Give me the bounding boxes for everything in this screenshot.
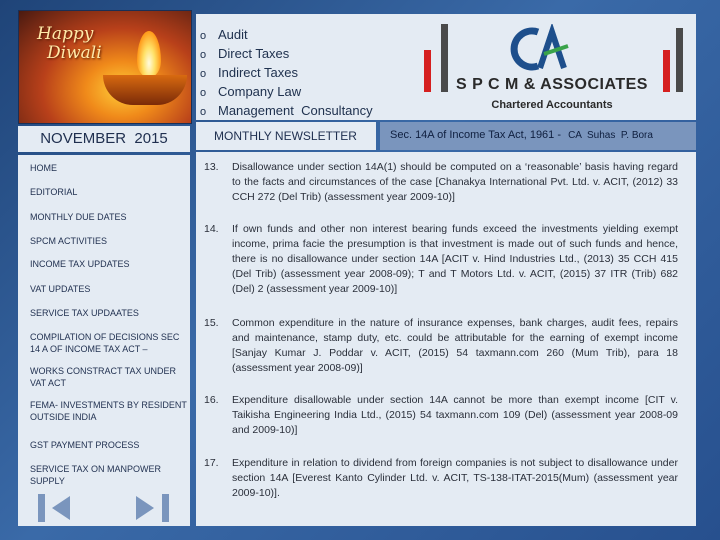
article-topic: Sec. 14A of Income Tax Act, 1961 -: [390, 129, 562, 141]
issue-month: NOVEMBER 2015: [18, 126, 190, 152]
paragraph-text: Common expenditure in the nature of insurance expenses, bank charges, audit fees, repairs and maintenance, stamp duty, etc. could be attributable for the earning of exempt income [Sanjay Kumar J. Poddar v. ACIT, (2015) 54 taxmann.com 260 (Mum Trib), para 18 (assessment year 2008-09)]: [232, 317, 678, 374]
article-paragraph: [204, 316, 678, 376]
service-label: Indirect Taxes: [218, 65, 298, 80]
bullet-icon: o: [200, 87, 207, 99]
article-paragraph: [204, 456, 678, 501]
bullet-icon: o: [200, 68, 207, 80]
logo-bar-right-dark: [676, 28, 683, 92]
nav-item-service-tax-updates[interactable]: SERVICE TAX UPDAATES: [30, 308, 139, 318]
logo-bar-left-red: [424, 50, 431, 92]
article-paragraph: [204, 160, 678, 205]
paragraph-text: Expenditure disallowable under section 14A cannot be more than exempt income [CIT v. Taikisha Engineering India Ltd., (2015) 54 taxmann.com 109 (Del) (assessment year 2008-09 and 2009-10)]: [232, 394, 678, 436]
paragraph-text: If own funds and other non interest bearing funds exceed the investments yielding exempt income, prima facie the presumption is that investment is made out of such funds and hence, there is no disallowance under section 14A [ACIT v. Hind Industries Ltd., (2013) 35 CCH 415 (Del Trib) (assessment year 2008-09); T and T Motors Ltd. v. ACIT, (2015) 37 ITR (Trib) 682 (Del) 2 (assessment year 2009-10)]: [232, 223, 678, 295]
newsletter-label: MONTHLY NEWSLETTER: [196, 122, 376, 150]
paragraph-number: 17.: [204, 457, 219, 469]
bullet-icon: o: [200, 49, 207, 61]
article-author: CA Suhas P. Bora: [568, 130, 653, 141]
diwali-greeting: [37, 25, 102, 63]
paragraph-number: 16.: [204, 394, 219, 406]
nav-item-fema-investments[interactable]: FEMA- INVESTMENTS BY RESIDENT OUTSIDE INDIA: [30, 400, 187, 422]
bullet-icon: o: [200, 106, 207, 118]
article-content: [196, 152, 696, 526]
last-slide-bar[interactable]: [162, 494, 169, 522]
diwali-banner-image: [18, 10, 192, 124]
slide-navigation: [18, 490, 190, 526]
firm-subtitle: Chartered Accountants: [491, 99, 613, 111]
service-item: [200, 64, 373, 83]
greeting-line-1: Happy: [37, 24, 94, 44]
nav-item-spcm-activities[interactable]: SPCM ACTIVITIES: [30, 236, 108, 246]
logo-bar-right-red: [663, 50, 670, 92]
ca-logo-icon: [508, 24, 576, 74]
paragraph-number: 14.: [204, 223, 219, 235]
service-label: Direct Taxes: [218, 46, 290, 61]
nav-item-compilation-sec-14a[interactable]: COMPILATION OF DECISIONS SEC 14 A OF INCOME TAX ACT –: [30, 332, 180, 354]
service-item: [200, 45, 373, 64]
nav-item-gst-payment-process[interactable]: GST PAYMENT PROCESS: [30, 440, 140, 450]
firm-name: S P C M & ASSOCIATES: [456, 76, 648, 93]
service-label: Management Consultancy: [218, 103, 373, 118]
paragraph-text: Disallowance under section 14A(1) should be computed on a ‘reasonable’ basis having regard to the facts and circumstances of the case [Chanakya International Pvt. Ltd. v. ACIT, (2012) 33 CCH 272 (Del Trib) (assessment year 2009-10)]: [232, 161, 678, 203]
service-item: [200, 83, 373, 102]
diya-lamp-icon: [103, 75, 187, 105]
article-paragraph: [204, 222, 678, 297]
service-item: [200, 26, 373, 45]
nav-item-works-contract-tax[interactable]: WORKS CONSTRACT TAX UNDER VAT ACT: [30, 366, 177, 388]
service-label: Company Law: [218, 84, 302, 99]
lamp-flame-icon: [137, 31, 161, 77]
header-panel: [196, 14, 696, 120]
left-navigation: [18, 155, 190, 500]
greeting-line-2: Diwali: [47, 43, 102, 63]
article-paragraph: [204, 393, 678, 438]
first-slide-bar[interactable]: [38, 494, 45, 522]
nav-item-service-tax-manpower[interactable]: SERVICE TAX ON MANPOWER SUPPLY: [30, 464, 162, 486]
nav-item-home[interactable]: HOME: [30, 163, 57, 173]
paragraph-number: 13.: [204, 161, 219, 173]
service-item: [200, 102, 373, 121]
bullet-icon: o: [200, 30, 207, 42]
nav-item-monthly-due-dates[interactable]: MONTHLY DUE DATES: [30, 212, 127, 222]
paragraph-number: 15.: [204, 317, 219, 329]
prev-arrow-icon[interactable]: [52, 496, 70, 520]
service-label: Audit: [218, 27, 248, 42]
next-arrow-icon[interactable]: [136, 496, 154, 520]
nav-item-editorial[interactable]: EDITORIAL: [30, 187, 78, 197]
paragraph-text: Expenditure in relation to dividend from foreign companies is not subject to disallowance under section 14A [Everest Kanto Cylinder Ltd. v. ACIT, TS-138-ITAT-2015(Mum) (assessment year 2009-10)].: [232, 457, 678, 499]
services-list: [200, 26, 373, 121]
logo-bar-left-dark: [441, 24, 448, 92]
nav-item-income-tax-updates[interactable]: INCOME TAX UPDATES: [30, 259, 130, 269]
article-title-strip: [380, 122, 696, 150]
nav-item-vat-updates[interactable]: VAT UPDATES: [30, 284, 91, 294]
